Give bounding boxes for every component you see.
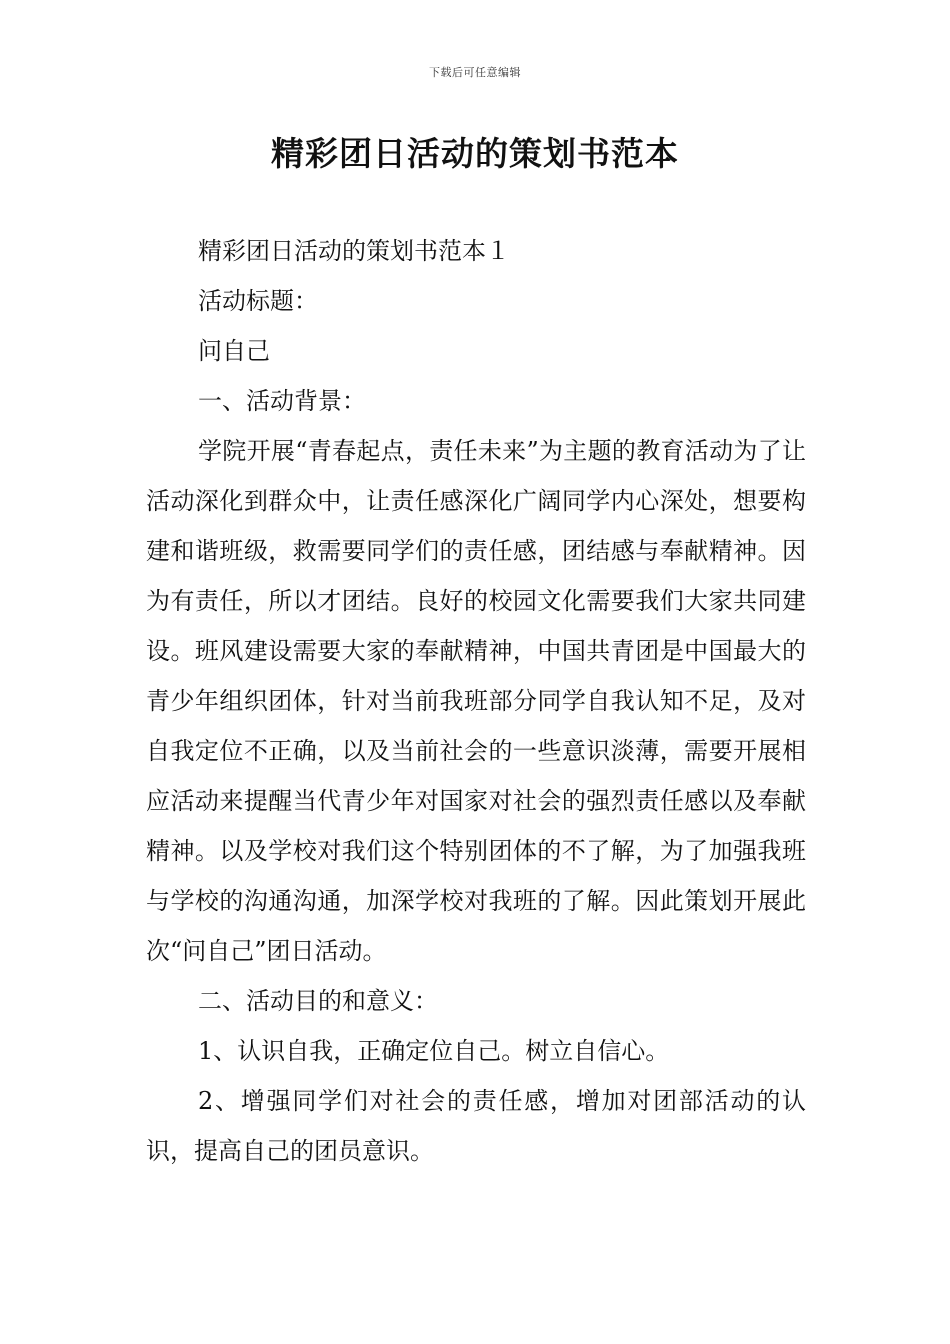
- header-note: 下载后可任意编辑: [429, 66, 521, 79]
- section1-body: 学院开展“青春起点，责任未来”为主题的教育活动为了让活动深化到群众中，让责任感深化广阔同学内心深处，想要构建和谐班级，救需要同学们的责任感，团结感与奉献精神。因为有责任，所以才团结。良好的校园文化需要我们大家共同建设。班风建设需要大家的奉献精神，中国共青团是中国最大的青少年组织团体，针对当前我班部分同学自我认知不足，及对自我定位不正确，以及当前社会的一些意识淡薄，需要开展相应活动来提醒当代青少年对国家对社会的强烈责任感以及奉献精神。以及学校对我们这个特别团体的不了解，为了加强我班与学校的沟通沟通，加深学校对我班的了解。因此策划开展此次“问自己”团日活动。: [146, 437, 806, 965]
- section1-heading: 一、活动背景：: [198, 387, 366, 415]
- document-subtitle: 精彩团日活动的策划书范本１: [198, 237, 510, 265]
- activity-title-label: 活动标题：: [198, 287, 318, 315]
- activity-title-value: 问自己: [198, 337, 270, 365]
- section2-heading: 二、活动目的和意义：: [198, 987, 438, 1015]
- list-item-1: 1、认识自我，正确定位自己。树立自信心。: [198, 1037, 670, 1065]
- document-title: 精彩团日活动的策划书范本: [271, 134, 679, 173]
- document-body: [146, 226, 806, 1176]
- list-item-2: 2、增强同学们对社会的责任感，增加对团部活动的认识，提高自己的团员意识。: [146, 1087, 806, 1165]
